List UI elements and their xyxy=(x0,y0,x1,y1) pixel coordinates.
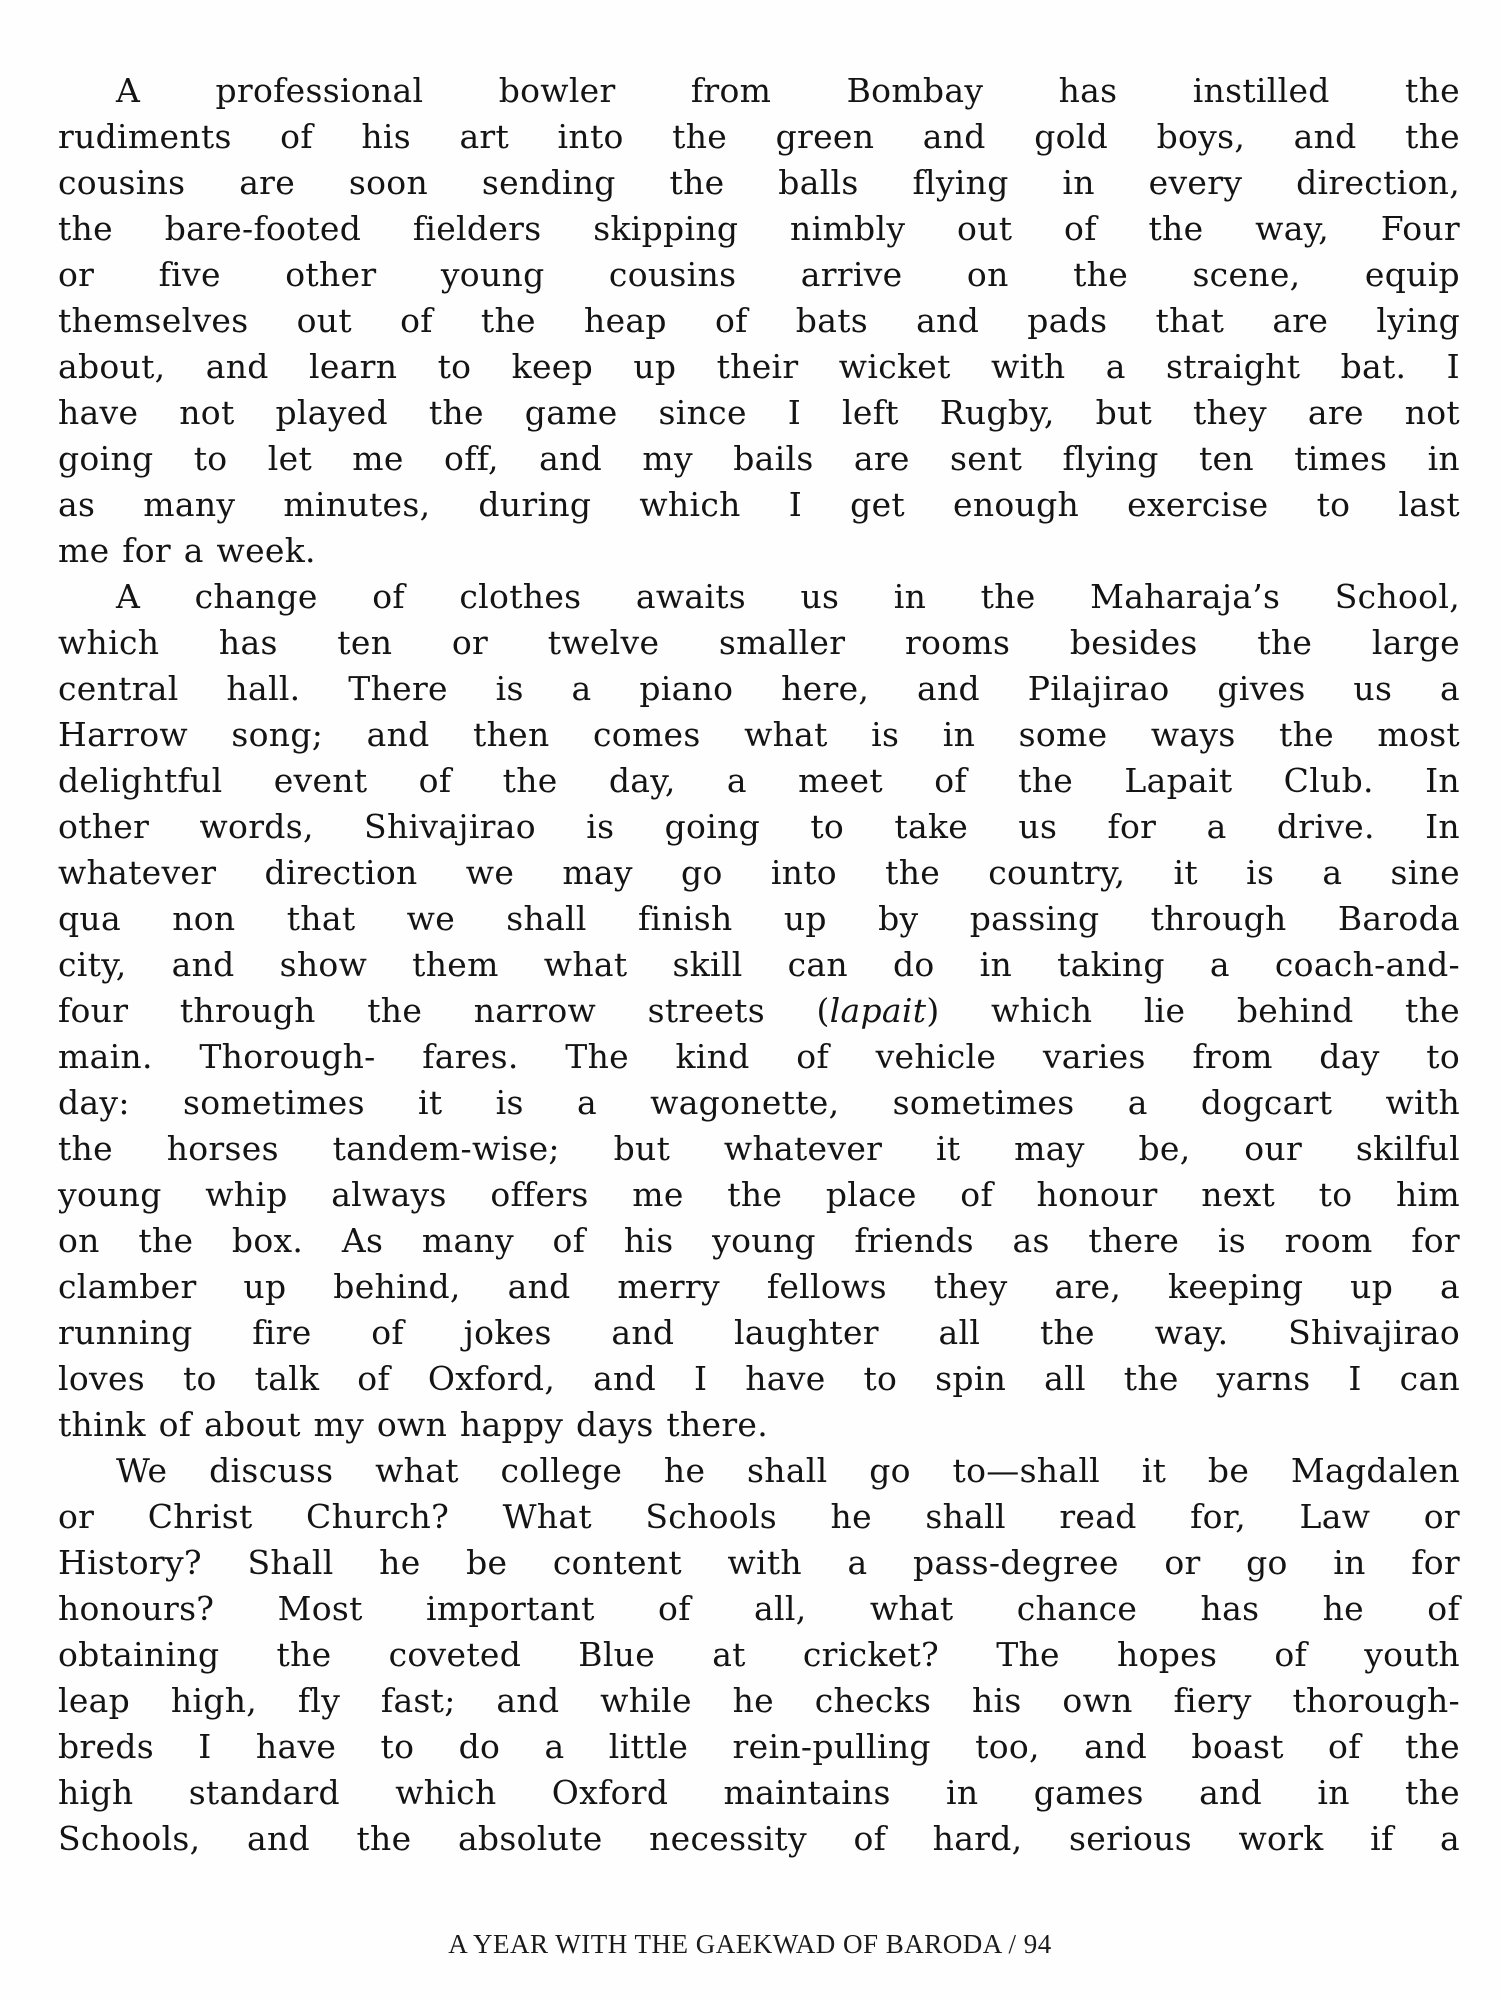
text-line: main. Thorough- fares. The kind of vehicle varies from day to xyxy=(58,1037,1460,1076)
text-line: honours? Most important of all, what chance has he of xyxy=(58,1589,1460,1628)
text-line: rudiments of his art into the green and gold boys, and the xyxy=(58,117,1460,156)
text-line: loves to talk of Oxford, and I have to spin all the yarns I can xyxy=(58,1359,1460,1398)
paragraph-1 xyxy=(58,68,1460,574)
text-line: breds I have to do a little rein-pulling too, and boast of the xyxy=(58,1727,1460,1766)
text-line: running fire of jokes and laughter all the way. Shivajirao xyxy=(58,1313,1460,1352)
text-line: central hall. There is a piano here, and Pilajirao gives us a xyxy=(58,669,1460,708)
paragraph-3 xyxy=(58,1448,1460,1862)
text-line: high standard which Oxford maintains in games and in the xyxy=(58,1773,1460,1812)
text-line: going to let me off, and my bails are sent flying ten times in xyxy=(58,439,1460,478)
footer-separator: / xyxy=(1001,1929,1024,1959)
text-line: or five other young cousins arrive on the scene, equip xyxy=(58,255,1460,294)
body-text xyxy=(58,68,1460,1862)
text-line: which has ten or twelve smaller rooms besides the large xyxy=(58,623,1460,662)
text-line: or Christ Church? What Schools he shall read for, Law or xyxy=(58,1497,1460,1536)
text-line: have not played the game since I left Rugby, but they are not xyxy=(58,393,1460,432)
paragraph-2 xyxy=(58,574,1460,1448)
text-line: obtaining the coveted Blue at cricket? The hopes of youth xyxy=(58,1635,1460,1674)
text-line: other words, Shivajirao is going to take us for a drive. In xyxy=(58,807,1460,846)
text-line: Harrow song; and then comes what is in some ways the most xyxy=(58,715,1460,754)
text-line: think of about my own happy days there. xyxy=(58,1405,769,1444)
text-line: as many minutes, during which I get enough exercise to last xyxy=(58,485,1460,524)
text-line: day: sometimes it is a wagonette, sometimes a dogcart with xyxy=(58,1083,1460,1122)
text-line: A change of clothes awaits us in the Maharaja’s School, xyxy=(116,577,1460,616)
italic-term: lapait xyxy=(829,991,927,1030)
text-line: me for a week. xyxy=(58,531,316,570)
text-line: leap high, fly fast; and while he checks his own fiery thorough- xyxy=(58,1681,1460,1720)
text-line: clamber up behind, and merry fellows they are, keeping up a xyxy=(58,1267,1460,1306)
text-line: young whip always offers me the place of honour next to him xyxy=(58,1175,1460,1214)
text-line: qua non that we shall finish up by passing through Baroda xyxy=(58,899,1460,938)
text-line: A professional bowler from Bombay has instilled the xyxy=(116,71,1460,110)
text-line: Schools, and the absolute necessity of hard, serious work if a xyxy=(58,1819,1460,1858)
text-line: themselves out of the heap of bats and pads that are lying xyxy=(58,301,1460,340)
text-line: cousins are soon sending the balls flying in every direction, xyxy=(58,163,1460,202)
book-title: A YEAR WITH THE GAEKWAD OF BARODA xyxy=(448,1929,1002,1959)
text-line: city, and show them what skill can do in taking a coach-and- xyxy=(58,945,1460,984)
text-line: on the box. As many of his young friends as there is room for xyxy=(58,1221,1460,1260)
text-line: the horses tandem-wise; but whatever it may be, our skilful xyxy=(58,1129,1460,1168)
text-line: delightful event of the day, a meet of the Lapait Club. In xyxy=(58,761,1460,800)
running-footer xyxy=(0,1929,1500,1960)
text-line: four through the narrow streets (lapait) which lie behind the xyxy=(58,991,1460,1030)
text-line: about, and learn to keep up their wicket with a straight bat. I xyxy=(58,347,1460,386)
text-line: History? Shall he be content with a pass-degree or go in for xyxy=(58,1543,1460,1582)
page-number: 94 xyxy=(1023,1929,1052,1959)
text-line: We discuss what college he shall go to—shall it be Magdalen xyxy=(116,1451,1460,1490)
text-line: the bare-footed fielders skipping nimbly out of the way, Four xyxy=(58,209,1460,248)
text-line: whatever direction we may go into the country, it is a sine xyxy=(58,853,1460,892)
